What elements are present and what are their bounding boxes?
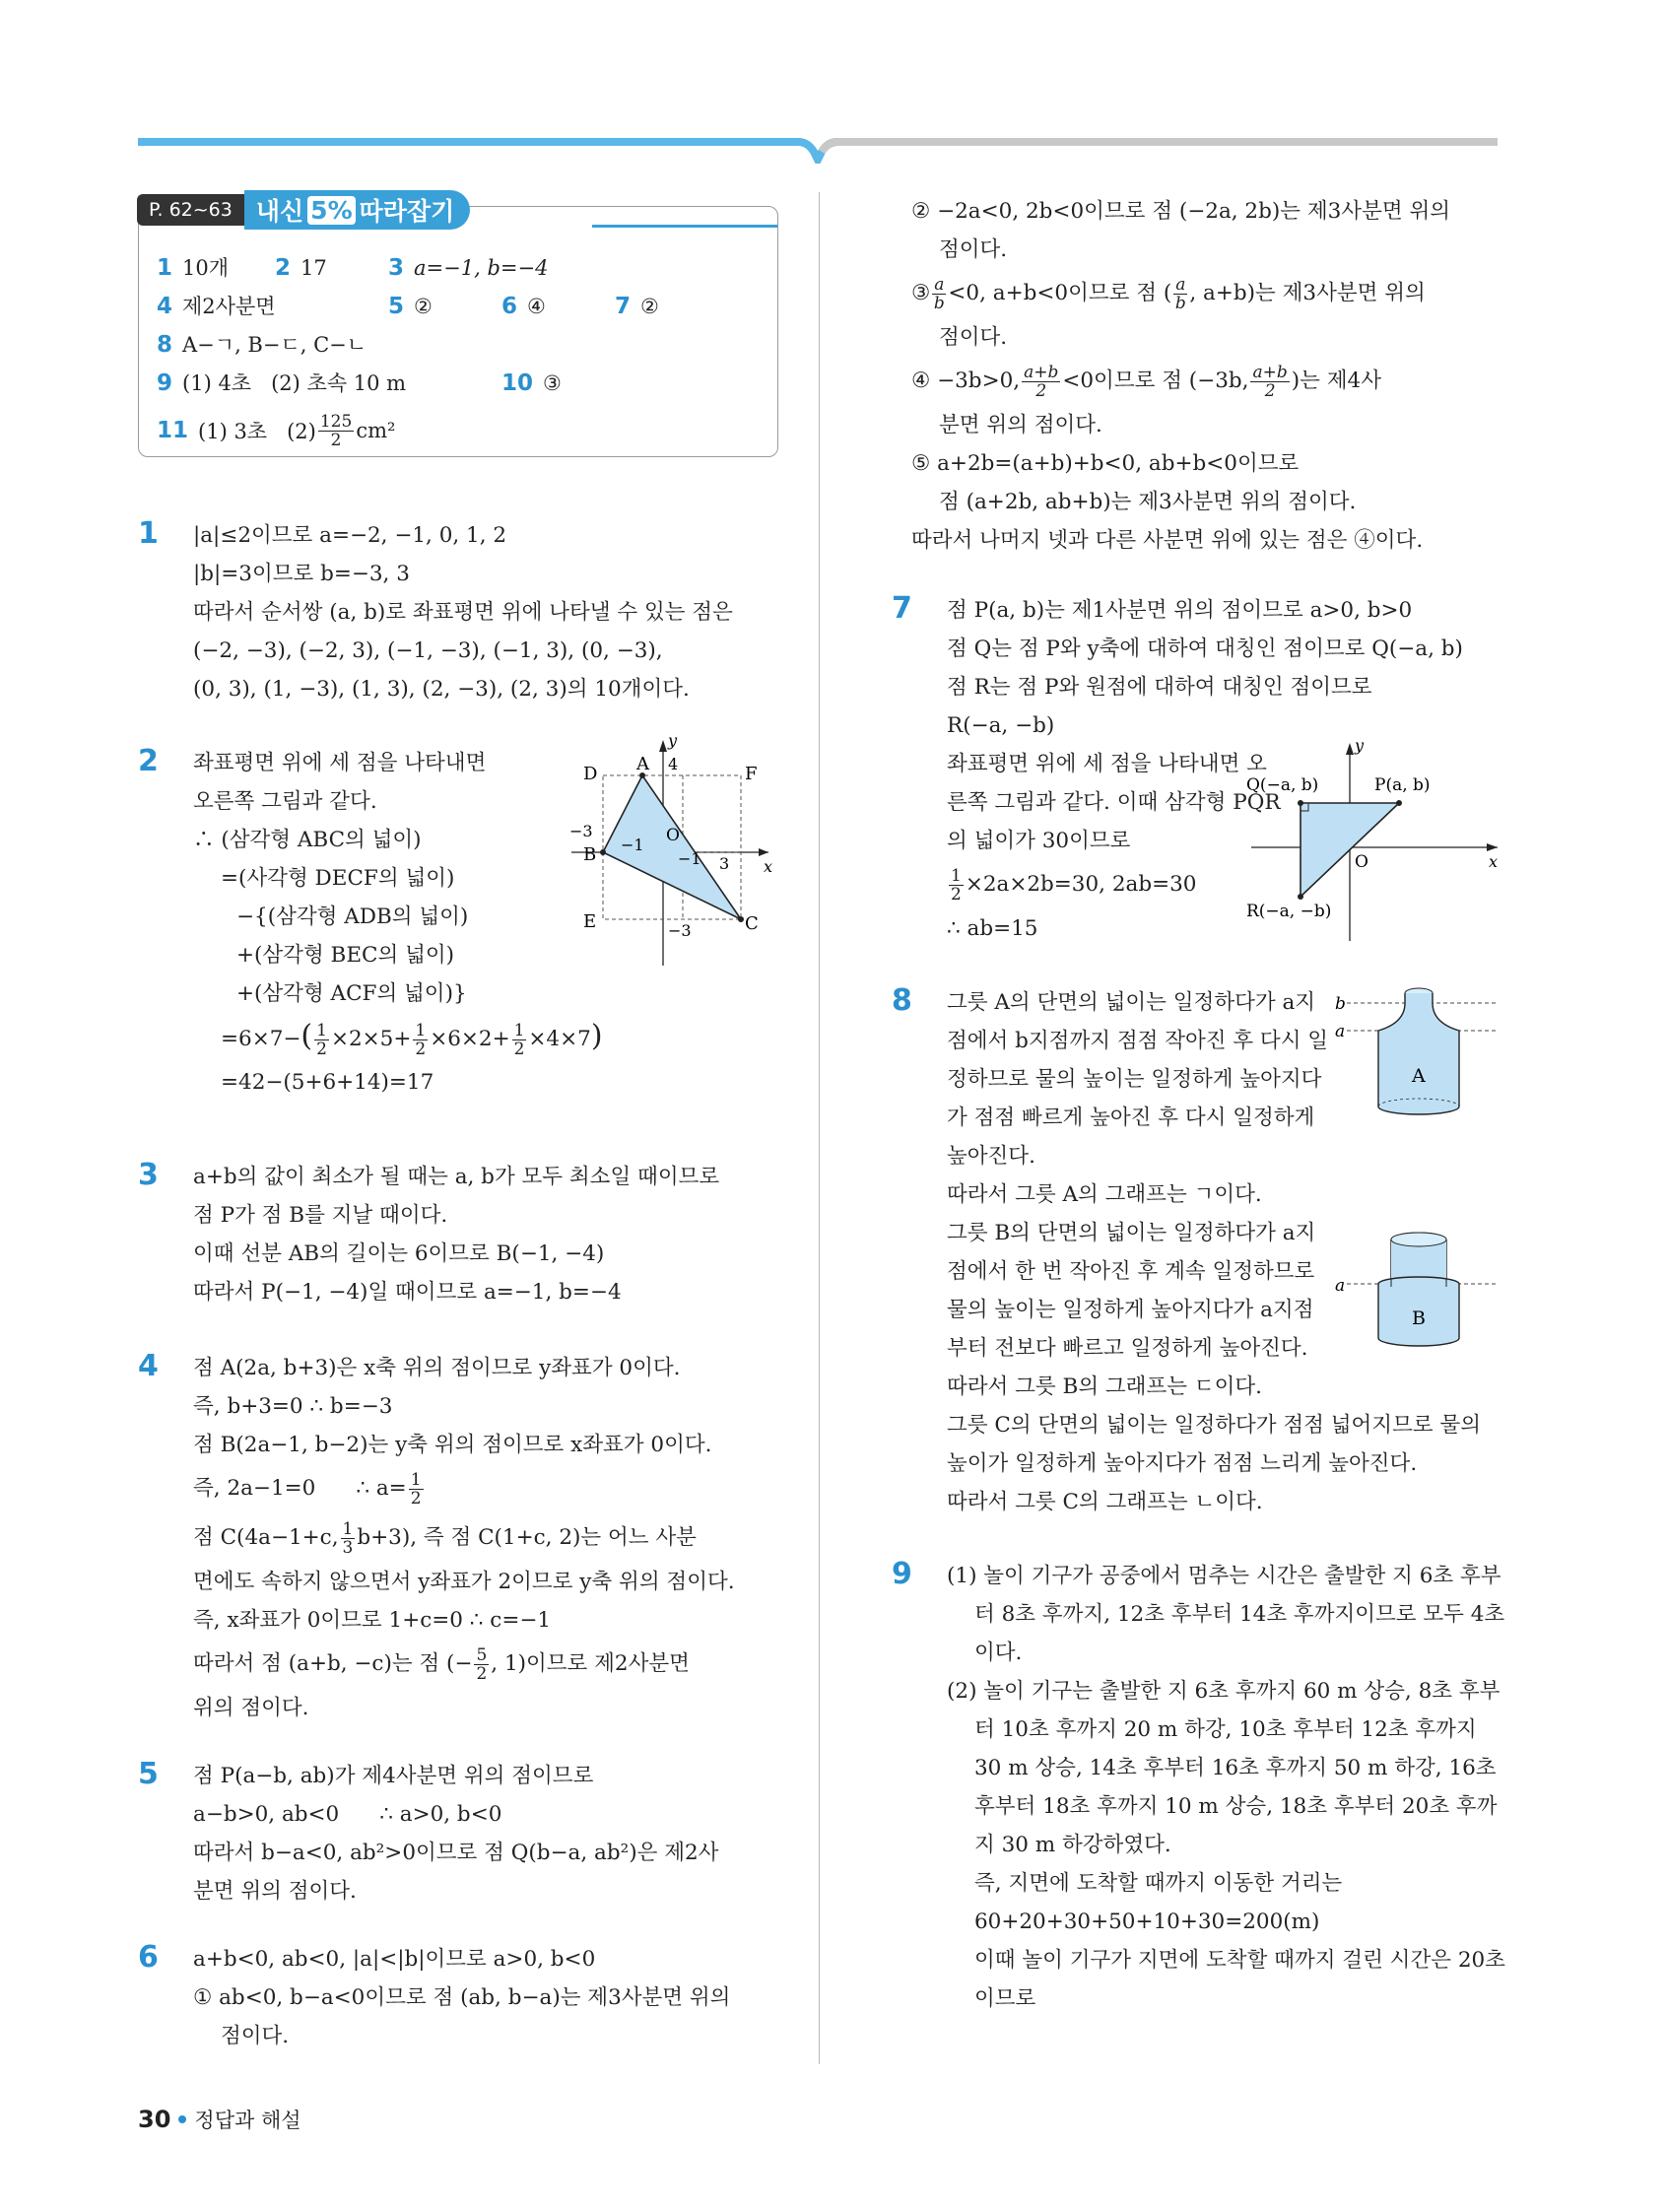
text-line: 점 R는 점 P와 원점에 대하여 대칭인 점이므로 bbox=[947, 675, 1372, 700]
solution-1 bbox=[138, 516, 778, 708]
text-line: 이때 놀이 기구가 지면에 도착할 때까지 걸린 시간은 20초 bbox=[974, 1948, 1505, 1973]
point-label: A bbox=[636, 754, 649, 774]
fraction: $\frac{1}{3}$ bbox=[342, 1518, 354, 1558]
text-line: 30 m 상승, 14초 후부터 16초 후까지 50 m 하강, 16초 bbox=[974, 1756, 1497, 1780]
problem-number: 5 bbox=[138, 1757, 159, 1791]
text-line: ∴ ab=15 bbox=[947, 916, 1038, 941]
banner-post: 따라잡기 bbox=[359, 197, 455, 226]
fraction: $\frac{1}{2}$ bbox=[951, 865, 962, 905]
text-line: 점 A(2a, b+3)은 x축 위의 점이므로 y좌표가 0이다. bbox=[193, 1356, 681, 1380]
answer-num: 2 bbox=[275, 255, 292, 281]
text-line: 점이다. bbox=[939, 237, 1008, 262]
text-line: 따라서 그릇 C의 그래프는 ㄴ이다. bbox=[947, 1490, 1263, 1514]
solution-7 bbox=[892, 591, 1502, 948]
summary-row-4 bbox=[157, 368, 760, 406]
tick-label: −1 bbox=[678, 849, 701, 868]
text-line: a+b의 값이 최소가 될 때는 a, b가 모두 최소일 때이므로 bbox=[193, 1165, 720, 1189]
triangle-pqr-figure bbox=[1246, 739, 1502, 946]
point-label: D bbox=[583, 764, 598, 784]
text-line: ④ −3b>0, $\frac{a+b}{2}$ <0이므로 점 (−3b, $\frac{a+b}{2}$ )는 제4사 bbox=[911, 362, 1381, 401]
text-line: 따라서 그릇 A의 그래프는 ㄱ이다. bbox=[947, 1182, 1262, 1207]
axis-label: y bbox=[1355, 739, 1365, 755]
answer-num: 4 bbox=[157, 294, 173, 319]
solution-6-continued bbox=[892, 192, 1502, 560]
banner-line bbox=[592, 225, 777, 228]
answer-value: 10개 bbox=[182, 256, 230, 280]
summary-row-2 bbox=[157, 291, 760, 329]
text-line: 점 P(a−b, ab)가 제4사분면 위의 점이므로 bbox=[193, 1764, 594, 1788]
text-line: 그릇 B의 단면의 넓이는 일정하다가 a지 bbox=[947, 1221, 1316, 1245]
text-line: +(삼각형 ACF의 넓이)} bbox=[236, 981, 467, 1006]
text-line: 즉, x좌표가 0이므로 1+c=0 ∴ c=−1 bbox=[193, 1608, 552, 1633]
origin-label: O bbox=[1355, 852, 1368, 872]
text-line: (−2, −3), (−2, 3), (−1, −3), (−1, 3), (0, −3), bbox=[193, 638, 663, 663]
text-line: 따라서 b−a<0, ab²>0이므로 점 Q(b−a, ab²)은 제2사 bbox=[193, 1841, 719, 1865]
text-line: 점 P가 점 B를 지날 때이다. bbox=[193, 1203, 448, 1228]
text-line: (0, 3), (1, −3), (1, 3), (2, −3), (2, 3)의 10개이다. bbox=[193, 677, 690, 702]
fraction: $\frac{1}{2}$ bbox=[316, 1020, 327, 1059]
answer-value: ② bbox=[414, 295, 433, 318]
summary-row-5 bbox=[157, 406, 760, 455]
text-line: 오른쪽 그림과 같다. bbox=[193, 789, 377, 814]
point-label: F bbox=[745, 764, 758, 784]
answer-unit: cm² bbox=[356, 419, 396, 442]
text-line: 그릇 A의 단면의 넓이는 일정하다가 a지 bbox=[947, 990, 1316, 1015]
point-label: C bbox=[745, 913, 759, 934]
text-line: 터 8초 후까지, 12초 후부터 14초 후까지이므로 모두 4초 bbox=[974, 1602, 1505, 1627]
text-line: ∴ (삼각형 ABC의 넓이) bbox=[193, 828, 422, 852]
top-rule bbox=[138, 138, 1498, 164]
banner-five: 5% bbox=[307, 196, 355, 225]
fraction: $\frac{a+b}{2}$ bbox=[1252, 362, 1288, 401]
problem-number: 2 bbox=[138, 744, 159, 778]
summary-header bbox=[137, 193, 470, 227]
text-line: 정하므로 물의 높이는 일정하게 높아지다 bbox=[947, 1067, 1322, 1092]
tick-label: −3 bbox=[668, 921, 692, 940]
text-line: 분면 위의 점이다. bbox=[193, 1879, 357, 1904]
left-column bbox=[138, 192, 778, 2055]
text-line: 분면 위의 점이다. bbox=[939, 413, 1102, 437]
text-line: 그릇 C의 단면의 넓이는 일정하다가 점점 넓어지므로 물의 bbox=[947, 1413, 1481, 1438]
text-line: 점에서 한 번 작아진 후 계속 일정하므로 bbox=[947, 1259, 1315, 1284]
text-line: 즉, b+3=0 ∴ b=−3 bbox=[193, 1394, 393, 1419]
text-line: 물의 높이는 일정하게 높아지다가 a지점 bbox=[947, 1298, 1314, 1322]
fraction: $\frac{1}{2}$ bbox=[513, 1020, 525, 1059]
text-line: 점 B(2a−1, b−2)는 y축 위의 점이므로 x좌표가 0이다. bbox=[193, 1433, 712, 1457]
answer-value: A−ㄱ, B−ㄷ, C−ㄴ bbox=[182, 333, 367, 357]
triangle-abc-figure bbox=[562, 734, 778, 971]
text-line: 점 P(a, b)는 제1사분면 위의 점이므로 a>0, b>0 bbox=[947, 598, 1413, 623]
text-line: 부터 전보다 빠르고 일정하게 높아진다. bbox=[947, 1336, 1308, 1361]
text-line: 위의 점이다. bbox=[193, 1696, 309, 1720]
point-label: R(−a, −b) bbox=[1246, 902, 1332, 921]
container-label: A bbox=[1412, 1065, 1426, 1087]
answer-num: 9 bbox=[157, 370, 173, 396]
text-line: 즉, 지면에 도착할 때까지 이동한 거리는 bbox=[974, 1871, 1343, 1896]
fraction: $\frac{a}{b}$ bbox=[1174, 274, 1186, 313]
text-line: 좌표평면 위에 세 점을 나타내면 bbox=[193, 751, 487, 775]
point-label: E bbox=[583, 911, 597, 932]
text-line: =(사각형 DECF의 넓이) bbox=[221, 866, 455, 891]
tick-label: −1 bbox=[621, 836, 644, 854]
text-line: 른쪽 그림과 같다. 이때 삼각형 PQR bbox=[947, 790, 1281, 815]
text-line: 점에서 b지점까지 점점 작아진 후 다시 일 bbox=[947, 1029, 1329, 1053]
level-label: a bbox=[1335, 1276, 1346, 1296]
page-footer bbox=[138, 2105, 301, 2134]
text-line: −{(삼각형 ADB의 넓이) bbox=[236, 905, 469, 929]
problem-number: 7 bbox=[892, 591, 912, 626]
text-line: 좌표평면 위에 세 점을 나타내면 오 bbox=[947, 752, 1267, 776]
fraction: $\frac{5}{2}$ bbox=[476, 1644, 488, 1684]
page-number: 30 bbox=[138, 2106, 171, 2133]
problem-number: 9 bbox=[892, 1557, 912, 1591]
text-line: +(삼각형 BEC의 넓이) bbox=[236, 943, 455, 968]
text-line: 따라서 P(−1, −4)일 때이므로 a=−1, b=−4 bbox=[193, 1280, 622, 1305]
container-b-figure bbox=[1335, 1220, 1502, 1358]
answer-num: 1 bbox=[157, 255, 173, 281]
text-line: 이므로 bbox=[974, 1986, 1036, 2011]
problem-number: 3 bbox=[138, 1158, 159, 1192]
origin-label: O bbox=[666, 826, 680, 845]
text-line: 점 Q는 점 P와 y축에 대하여 대칭인 점이므로 Q(−a, b) bbox=[947, 637, 1463, 661]
text-line: 즉, 2a−1=0 ∴ a= $\frac{1}{2}$ bbox=[193, 1469, 422, 1508]
solution-4 bbox=[138, 1349, 778, 1727]
problem-number: 8 bbox=[892, 983, 912, 1018]
answer-num: 7 bbox=[615, 294, 632, 319]
solution-3 bbox=[138, 1158, 778, 1311]
fraction: $\frac{125}{2}$ bbox=[319, 411, 353, 450]
fraction: $\frac{a+b}{2}$ bbox=[1024, 362, 1059, 401]
text-line: 점이다. bbox=[221, 2024, 290, 2048]
container-a-figure bbox=[1335, 973, 1502, 1121]
text-line: 지 30 m 하강하였다. bbox=[974, 1833, 1171, 1857]
answer-num: 11 bbox=[157, 418, 189, 443]
fraction: $\frac{1}{2}$ bbox=[410, 1469, 422, 1508]
text-line: 점 C(4a−1+c, $\frac{1}{3}$ b+3), 즉 점 C(1+c, 2)는 어느 사분 bbox=[193, 1518, 697, 1558]
text-line: 따라서 점 (a+b, −c)는 점 (− $\frac{5}{2}$ , 1)이므로 제2사분면 bbox=[193, 1644, 690, 1684]
text-line: ② −2a<0, 2b<0이므로 점 (−2a, 2b)는 제3사분면 위의 bbox=[911, 199, 1450, 224]
text-line: 점 (a+2b, ab+b)는 제3사분면 위의 점이다. bbox=[939, 490, 1357, 514]
text-line: 따라서 나머지 넷과 다른 사분면 위에 있는 점은 ④이다. bbox=[911, 528, 1424, 553]
solution-6 bbox=[138, 1940, 778, 2055]
answer-summary-box bbox=[138, 195, 778, 457]
solution-9 bbox=[892, 1557, 1505, 2018]
fraction: $\frac{a}{b}$ bbox=[933, 274, 945, 313]
text-line: 면에도 속하지 않으면서 y좌표가 2이므로 y축 위의 점이다. bbox=[193, 1570, 735, 1594]
text-line: (2) 놀이 기구는 출발한 지 6초 후까지 60 m 상승, 8초 후부 bbox=[947, 1679, 1501, 1704]
tick-label: 4 bbox=[668, 755, 679, 773]
answer-num: 8 bbox=[157, 332, 173, 358]
answer-value: 17 bbox=[300, 256, 327, 280]
axis-label: x bbox=[764, 857, 773, 876]
text-line: (1) 놀이 기구가 공중에서 멈추는 시간은 출발한 지 6초 후부 bbox=[947, 1564, 1501, 1588]
text-line: 가 점점 빠르게 높아진 후 다시 일정하게 bbox=[947, 1106, 1315, 1130]
answer-value: ④ bbox=[527, 295, 546, 318]
text-line: 60+20+30+50+10+30=200(m) bbox=[974, 1910, 1320, 1934]
summary-row-1 bbox=[157, 252, 760, 291]
tick-label: 3 bbox=[719, 854, 730, 873]
text-line: 높아진다. bbox=[947, 1144, 1035, 1169]
right-column bbox=[892, 192, 1505, 2018]
bullet-dot-icon bbox=[178, 2115, 186, 2123]
banner-pre: 내신 bbox=[255, 197, 304, 226]
text-line: $\frac{1}{2}$ ×2a×2b=30, 2ab=30 bbox=[951, 865, 1197, 905]
problem-number: 4 bbox=[138, 1349, 159, 1383]
text-line: ③ $\frac{a}{b}$ <0, a+b<0이므로 점 ( $\frac{a}{b}$ , a+b)는 제3사분면 위의 bbox=[911, 274, 1426, 313]
fraction: $\frac{1}{2}$ bbox=[415, 1020, 427, 1059]
point-label: P(a, b) bbox=[1374, 775, 1431, 795]
container-label: B bbox=[1412, 1307, 1426, 1329]
text-line: a+b<0, ab<0, |a|<|b|이므로 a>0, b<0 bbox=[193, 1947, 596, 1972]
answer-num: 5 bbox=[388, 294, 405, 319]
problem-number: 1 bbox=[138, 516, 159, 551]
solution-8 bbox=[892, 983, 1502, 1521]
text-line: 의 넓이가 30이므로 bbox=[947, 829, 1131, 853]
answer-value: a=−1, b=−4 bbox=[414, 256, 549, 280]
summary-row-3 bbox=[157, 329, 760, 368]
answer-num: 6 bbox=[501, 294, 518, 319]
answer-value: (1) 4초 (2) 초속 10 m bbox=[182, 371, 407, 395]
text-line: |b|=3이므로 b=−3, 3 bbox=[193, 562, 410, 586]
answer-num: 3 bbox=[388, 255, 405, 281]
page-range: P. 62~63 bbox=[137, 194, 244, 226]
answer-value: (1) 3초 (2) bbox=[198, 420, 316, 443]
point-label: Q(−a, b) bbox=[1246, 775, 1319, 795]
text-line: 이다. bbox=[974, 1641, 1023, 1665]
answer-value: ② bbox=[640, 295, 659, 318]
text-line: 높이가 일정하게 높아지다가 점점 느리게 높아진다. bbox=[947, 1451, 1418, 1476]
column-divider bbox=[819, 192, 820, 2064]
text-line: ① ab<0, b−a<0이므로 점 (ab, b−a)는 제3사분면 위의 bbox=[193, 1985, 731, 2010]
level-label: b bbox=[1335, 994, 1346, 1014]
answer-value: 제2사분면 bbox=[182, 295, 276, 318]
footer-title: 정답과 해설 bbox=[194, 2109, 301, 2132]
text-line: =42−(5+6+14)=17 bbox=[221, 1070, 434, 1095]
text-line: 점이다. bbox=[939, 325, 1008, 350]
text-line: R(−a, −b) bbox=[947, 713, 1055, 738]
text-line: 후부터 18초 후까지 10 m 상승, 18초 후부터 20초 후까 bbox=[974, 1794, 1498, 1819]
problem-number: 6 bbox=[138, 1940, 159, 1975]
answer-value: ③ bbox=[543, 371, 562, 395]
text-line: 따라서 그릇 B의 그래프는 ㄷ이다. bbox=[947, 1374, 1262, 1399]
text-line: |a|≤2이므로 a=−2, −1, 0, 1, 2 bbox=[193, 523, 507, 548]
text-line: a−b>0, ab<0 ∴ a>0, b<0 bbox=[193, 1802, 502, 1827]
tick-label: −3 bbox=[569, 822, 593, 840]
level-label: a bbox=[1335, 1022, 1346, 1041]
text-line: 터 10초 후까지 20 m 하강, 10초 후부터 12초 후까지 bbox=[974, 1717, 1477, 1742]
banner-title bbox=[244, 190, 470, 230]
answer-num: 10 bbox=[501, 370, 534, 396]
text-line: 이때 선분 AB의 길이는 6이므로 B(−1, −4) bbox=[193, 1241, 605, 1266]
point-label: B bbox=[583, 844, 597, 865]
text-line: 따라서 순서쌍 (a, b)로 좌표평면 위에 나타낼 수 있는 점은 bbox=[193, 600, 733, 625]
solution-5 bbox=[138, 1757, 778, 1910]
axis-label: y bbox=[668, 734, 678, 750]
text-line: =6×7−( $\frac{1}{2}$ ×2×5+ $\frac{1}{2}$ ×6×2+ $\frac{1}{2}$ ×4×7) bbox=[221, 1019, 603, 1059]
solution-2 bbox=[138, 734, 778, 1128]
axis-label: x bbox=[1489, 852, 1499, 871]
text-line: ⑤ a+2b=(a+b)+b<0, ab+b<0이므로 bbox=[911, 451, 1300, 476]
